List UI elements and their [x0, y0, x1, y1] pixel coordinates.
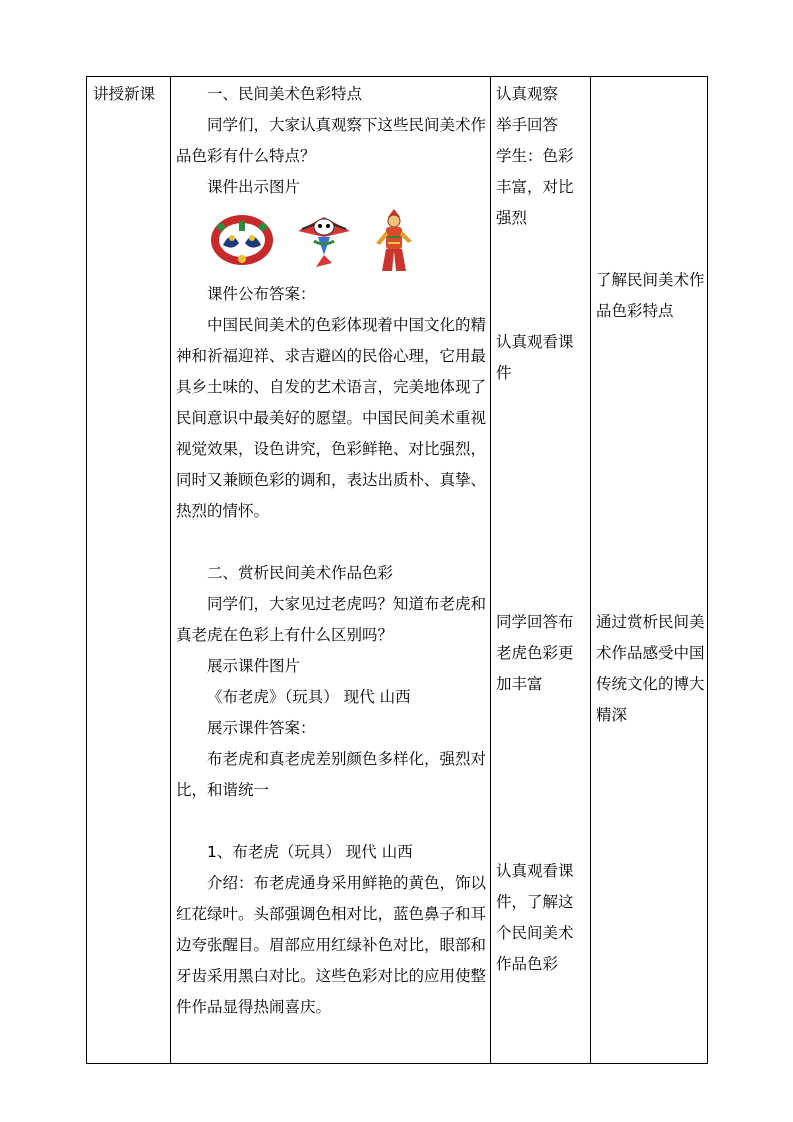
question-text: 同学们，大家见过老虎吗？知道布老虎和真老虎在色彩上有什么区别吗？ [176, 595, 487, 644]
column-divider [490, 77, 491, 1063]
design-purpose: 了解民间美术作品色彩特点 [596, 271, 705, 320]
student-activity: 举手回答 [496, 116, 559, 134]
section-title: 一、民间美术色彩特点 [207, 85, 363, 103]
student-activity: 认真观看课件 [496, 333, 574, 382]
answer-text: 中国民间美术的色彩体现着中国文化的精神和祈福迎祥、求吉避凶的民俗心理，它用最具乡土味的、自发的艺术语言，完美地体现了民间意识中最美好的愿望。中国民间美术重视视觉效果，设色讲究，色彩鲜艳、对比强烈，同时又兼顾色彩的调和，表达出质朴、真挚、热烈的情怀。 [176, 316, 487, 520]
student-activity: 认真观察 [496, 85, 559, 103]
student-activity: 同学回答布老虎色彩更加丰富 [496, 613, 574, 693]
lesson-table [86, 76, 708, 1064]
intro-text: 介绍：布老虎通身采用鲜艳的黄色，饰以红花绿叶。头部强调色相对比，蓝色鼻子和耳边夸张醒目。眉部应用红绿补色对比，眼部和牙齿采用黑白对比。这些色彩对比的应用使整件作品显得热闹喜庆。 [176, 874, 487, 1016]
answer-label: 课件公布答案： [207, 285, 316, 303]
folk-art-images [176, 203, 486, 279]
instruction-text: 展示课件图片 [207, 657, 301, 675]
artwork-caption: 《布老虎》（玩具） 现代 山西 [207, 688, 411, 706]
student-activity: 学生：色彩丰富，对比强烈 [496, 147, 574, 227]
design-purpose: 通过赏析民间美术作品感受中国传统文化的博大精深 [596, 613, 705, 724]
section-title: 二、赏析民间美术作品色彩 [207, 564, 394, 582]
column-divider [590, 77, 591, 1063]
section-title: 1、布老虎（玩具） 现代 山西 [207, 843, 413, 861]
answer-text: 布老虎和真老虎差别颜色多样化，强烈对比，和谐统一 [176, 750, 487, 799]
question-text: 同学们，大家认真观察下这些民间美术作品色彩有什么特点？ [176, 116, 487, 165]
row-label: 讲授新课 [93, 85, 156, 103]
answer-label: 展示课件答案： [207, 719, 316, 737]
column-divider [170, 77, 171, 1063]
shadow-puppet-image [372, 207, 416, 275]
papercut-birds-image [209, 207, 275, 269]
student-activity: 认真观看课件，了解这个民间美术作品色彩 [496, 862, 574, 973]
kite-image [294, 207, 354, 273]
teaching-content [176, 79, 486, 1023]
instruction-text: 课件出示图片 [207, 178, 301, 196]
